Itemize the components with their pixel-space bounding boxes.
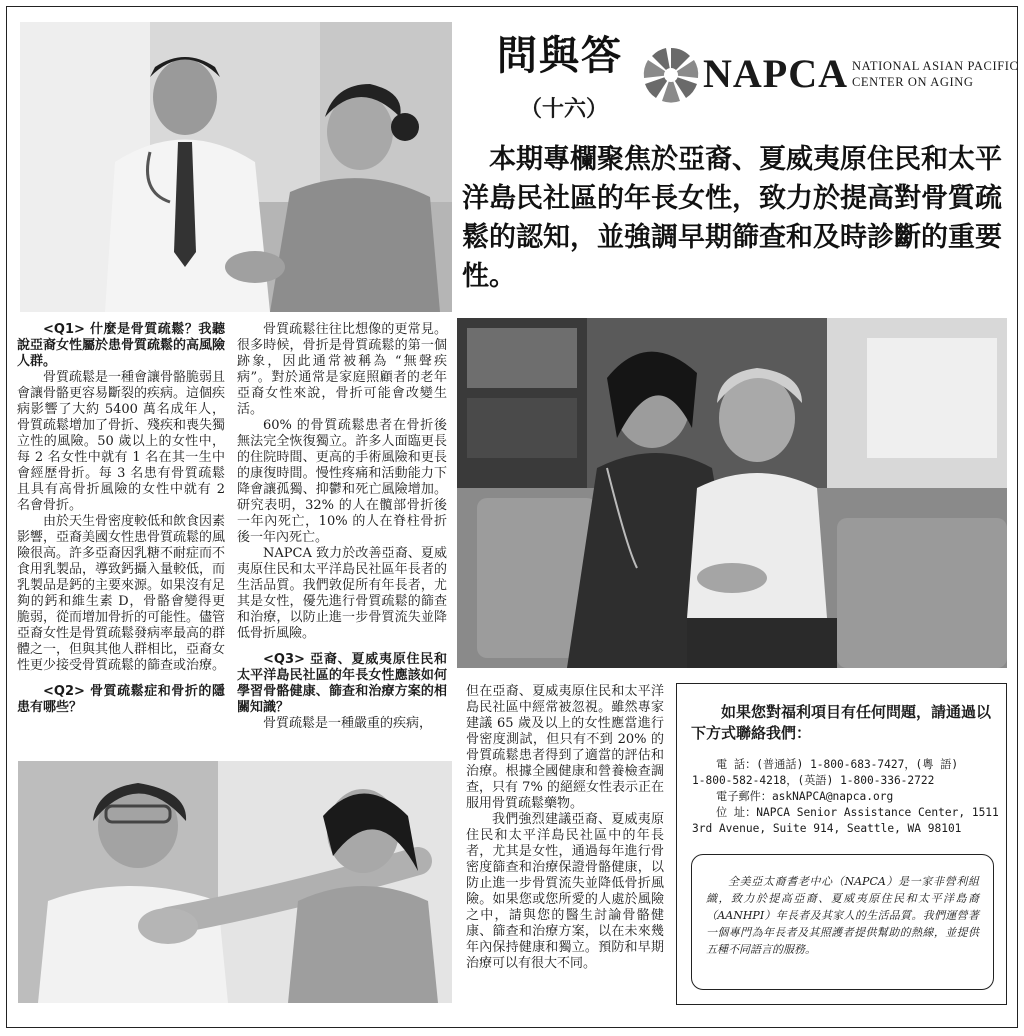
logo-wordmark: NAPCA [703,51,848,96]
article-column-2 [237,322,447,732]
lead-paragraph: 本期專欄聚焦於亞裔、夏威夷原住民和太平洋島民社區的年長女性，致力於提高對骨質疏鬆的認知，並強調早期篩查和及時診斷的重要性。 [462,144,1002,292]
contact-details [692,757,998,837]
question-1: <Q1> 什麼是骨質疏鬆？我聽說亞裔女性屬於患骨質疏鬆的高風險人群。 [17,322,226,369]
article-column-1 [17,322,225,716]
article-column-3 [466,684,664,972]
photo-therapist-stretching-senior-arm [18,761,452,1003]
napca-about-box: 全美亞太裔耆老中心（NAPCA）是一家非營利組織，致力於提高亞裔、夏威夷原住民和太平洋島裔（AANHPI）年長者及其家人的生活品質。我們運營著一個專門為年長者及其照護者提供幫助的熱線，並提供五種不同語言的服務。 [691,854,994,990]
column-title: 問與答 [497,32,623,79]
contact-heading: 如果您對福利項目有任何問題，請通過以下方式聯絡我們： [691,703,992,742]
answer-paragraph: 但在亞裔、夏威夷原住民和太平洋島民社區中經常被忽視。雖然專家建議 65 歲及以上的女性應當進行骨密度測試，但只有不到 20% 的骨質疏鬆患者得到了適當的評估和治療。根據全國健康和營養檢查調查，只有 7% 的絕經女性表示正在服用骨質疏鬆藥物。 [466,684,664,811]
logo-subtitle-line: CENTER ON AGING [852,75,974,89]
photo-doctor-with-senior-woman [20,22,452,312]
napca-logo-icon [640,44,702,106]
logo-subtitle [852,58,1018,90]
photo-nurse-comforting-senior [457,318,1007,668]
contact-address-line: 3rd Avenue, Suite 914, Seattle, WA 98101 [692,822,962,835]
contact-address-line: 位 址：NAPCA Senior Assistance Center, 1511 [716,806,999,819]
issue-number: （十六） [520,96,609,122]
question-3: <Q3> 亞裔、夏威夷原住民和太平洋島民社區的年長女性應該如何學習骨骼健康、篩查和治療方案的相關知識？ [237,652,447,715]
logo-subtitle-line: NATIONAL ASIAN PACIFIC [852,59,1019,73]
answer-paragraph: 我們強烈建議亞裔、夏威夷原住民和太平洋島民社區中的年長者，尤其是女性，通過每年進行骨密度篩查和治療保證骨骼健康，以防止進一步骨質流失並降低骨折風險。如果您或您所愛的人處於風險之中，請與您的醫生討論骨骼健康、篩查和治療方案，以在未來幾年內保持健康和獨立。預防和早期治療可以有很大不同。 [466,812,664,971]
answer-paragraph: 由於天生骨密度較低和飲食因素影響，亞裔美國女性患骨質疏鬆的風險很高。許多亞裔因乳糖不耐症而不食用乳製品，導致鈣攝入量較低，而乳製品是鈣的主要來源。如果沒有足夠的鈣和維生素 D，骨骼會變得更脆弱，從而增加骨折的可能性。儘管亞裔女性是骨質疏鬆發病率最高的群體之一，但與其他人群相比，亞裔女性更少接受骨質疏鬆的篩查或治療。 [17,514,226,673]
question-2: <Q2> 骨質疏鬆症和骨折的隱患有哪些？ [17,684,225,715]
contact-phone-line: 電 話：(普通話) 1-800-683-7427，(粵 語) [716,758,959,771]
answer-paragraph: 骨質疏鬆往往比想像的更常見。很多時候，骨折是骨質疏鬆的第一個跡象，因此通常被稱為 “無聲疾病”。對於通常是家庭照顧者的老年亞裔女性來說，骨折可能會改變生活。 [237,322,447,417]
answer-paragraph: 60% 的骨質疏鬆患者在骨折後無法完全恢復獨立。許多人面臨更長的住院時間、更高的手術風險和更長的康復時間。慢性疼痛和活動能力下降會讓孤獨、抑鬱和死亡風險增加。研究表明，32% 的人在髖部骨折後一年內死亡，10% 的人在脊柱骨折後一年內死亡。 [237,418,447,545]
answer-paragraph: 骨質疏鬆是一種嚴重的疾病， [263,716,433,731]
answer-paragraph: NAPCA 致力於改善亞裔、夏威夷原住民和太平洋島民社區年長者的生活品質。我們敦促所有年長者，尤其是女性，優先進行骨質疏鬆的篩查和治療，以防止進一步骨質流失並降低骨折風險。 [237,546,447,641]
contact-phone-line: 1-800-582-4218，(英語) 1-800-336-2722 [692,774,935,787]
contact-email: 電子郵件：askNAPCA@napca.org [716,790,894,803]
answer-paragraph: 骨質疏鬆是一種會讓骨骼脆弱且會讓骨骼更容易斷裂的疾病。這個疾病影響了大約 5400 萬名成年人，骨質疏鬆增加了骨折、殘疾和喪失獨立性的風險。50 歲以上的女性中，每 2 名女性中就有 1 名在其一生中會經歷骨折。每 3 名患有骨質疏鬆且具有高骨折風險的女性中就有 2 名會骨折。 [17,370,226,513]
contact-box [676,683,1007,1005]
